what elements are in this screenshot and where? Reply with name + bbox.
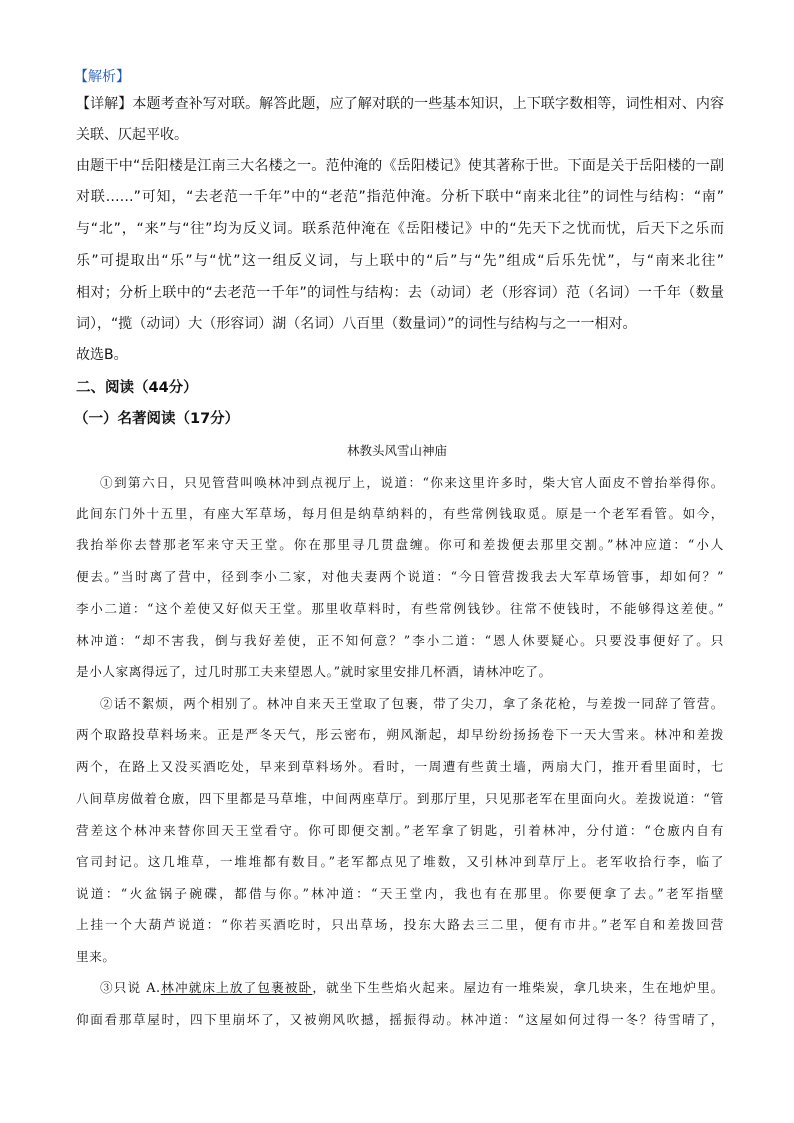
passage-line: 两个，在路上又没买酒吃处，早来到草料场外。看时，一周遭有些黄土墙，两扇大门，推开看里面时，七	[76, 759, 724, 774]
analysis-line: 相对；分析上联中的“去老范一千年”的词性与结构：去（动词）老（形容词）范（名词）一千年（数量	[76, 285, 724, 301]
para3-suffix: ，就坐下生些焰火起来。屋边有一堆柴炭，拿几块来，生在地炉里。	[312, 980, 725, 995]
analysis-line: 由题干中“岳阳楼是江南三大名楼之一。范仲淹的《岳阳楼记》使其著称于世。下面是关于岳阳楼的一副	[76, 158, 724, 174]
section-subheading: （一）名著阅读（17分）	[74, 411, 240, 427]
analysis-line: 【详解】本题考查补写对联。解答此题，应了解对联的一些基本知识，上下联字数相等，词性相对、内容	[76, 96, 724, 112]
passage-line: 两个取路投草料场来。正是严冬天气，彤云密布，朔风渐起，却早纷纷扬扬卷下一天大雪来。林冲和差拨	[76, 727, 724, 742]
analysis-label: 【解析】	[74, 69, 130, 85]
passage-line: 我抬举你去替那老军来守天王堂。你在那里寻几贯盘缠。你可和差拨便去那里交割。”林冲应道：“小人	[76, 537, 724, 552]
para3-prefix: ③只说 A.	[100, 980, 161, 995]
passage-line: 李小二道：“这个差使又好似天王堂。那里收草料时，有些常例钱钞。往常不使钱时，不能够得这差使。”	[76, 601, 724, 616]
passage-line: 便去。”当时离了营中，径到李小二家，对他夫妻两个说道：“今日管营拨我去大军草场管事，却如何？”	[76, 569, 724, 584]
analysis-line: 乐”可提取出“乐”与“忧”这一组反义词，与上联中的“后”与“先”组成“后乐先忧”，与“南来北往”	[76, 253, 724, 269]
passage-line: 此间东门外十五里，有座大军草场，每月但是纳草纳料的，有些常例钱取觅。原是一个老军看管。如今，	[76, 506, 724, 521]
analysis-line: 词），“揽（动词）大（形容词）湖（名词）八百里（数量词）”的词性与结构与之一一相对。	[76, 316, 637, 332]
analysis-line: 对联……”可知，“去老范一千年”中的“老范”指范仲淹。分析下联中“南来北往”的词性与结构：“南”	[76, 189, 724, 205]
passage-line: 仰面看那草屋时，四下里崩坏了，又被朔风吹撼，摇振得动。林冲道：“这屋如何过得一冬？待雪晴了，	[76, 1012, 724, 1027]
passage-line: 林冲道：“却不害我，倒与我好差使，正不知何意？”李小二道：“恩人休要疑心。只要没事便好了。只	[76, 633, 724, 648]
passage-line: ②话不絮烦，两个相别了。林冲自来天王堂取了包裹，带了尖刀，拿了条花枪，与差拨一同辞了管营。	[100, 696, 724, 711]
section-heading: 二、阅读（44分）	[76, 380, 198, 396]
passage-line: 官司封记。这几堆草，一堆堆都有数目。”老军都点见了堆数，又引林冲到草厅上。老军收拾行李，临了	[76, 854, 724, 869]
passage-title: 林教头风雪山神庙	[346, 443, 447, 458]
analysis-answer: 故选B。	[76, 347, 128, 363]
passage-line: ①到第六日，只见管营叫唤林冲到点视厅上，说道：“你来这里许多时，柴大官人面皮不曾抬举得你。	[100, 475, 724, 490]
analysis-line: 关联、仄起平收。	[76, 127, 188, 143]
passage-line: 里来。	[76, 949, 116, 964]
passage-line: 上挂一个大葫芦说道：“你若买酒吃时，只出草场，投东大路去三二里，便有市井。”老军自和差拨回营	[76, 917, 724, 932]
question-a-underlined-text: 林冲就床上放了包裹被卧	[160, 980, 313, 995]
passage-line: 八间草房做着仓廒，四下里都是马草堆，中间两座草厅。到那厅里，只见那老军在里面向火。差拨说道：“管	[76, 791, 724, 806]
passage-line: 是小人家离得远了，过几时那工夫来望恩人。”就时家里安排几杯酒，请林冲吃了。	[76, 664, 552, 679]
passage-line: 说道：“火盆锅子碗碟，都借与你。”林冲道：“天王堂内，我也有在那里。你要便拿了去。”老军指壁	[76, 886, 724, 901]
analysis-line: 与“北”，“来”与“往”均为反义词。联系范仲淹在《岳阳楼记》中的“先天下之忧而忧，后天下之乐而	[76, 221, 724, 237]
passage-line: 营差这个林冲来替你回天王堂看守。你可即便交割。”老军拿了钥匙，引着林冲，分付道：“仓廒内自有	[76, 823, 724, 838]
passage-line	[100, 977, 724, 996]
